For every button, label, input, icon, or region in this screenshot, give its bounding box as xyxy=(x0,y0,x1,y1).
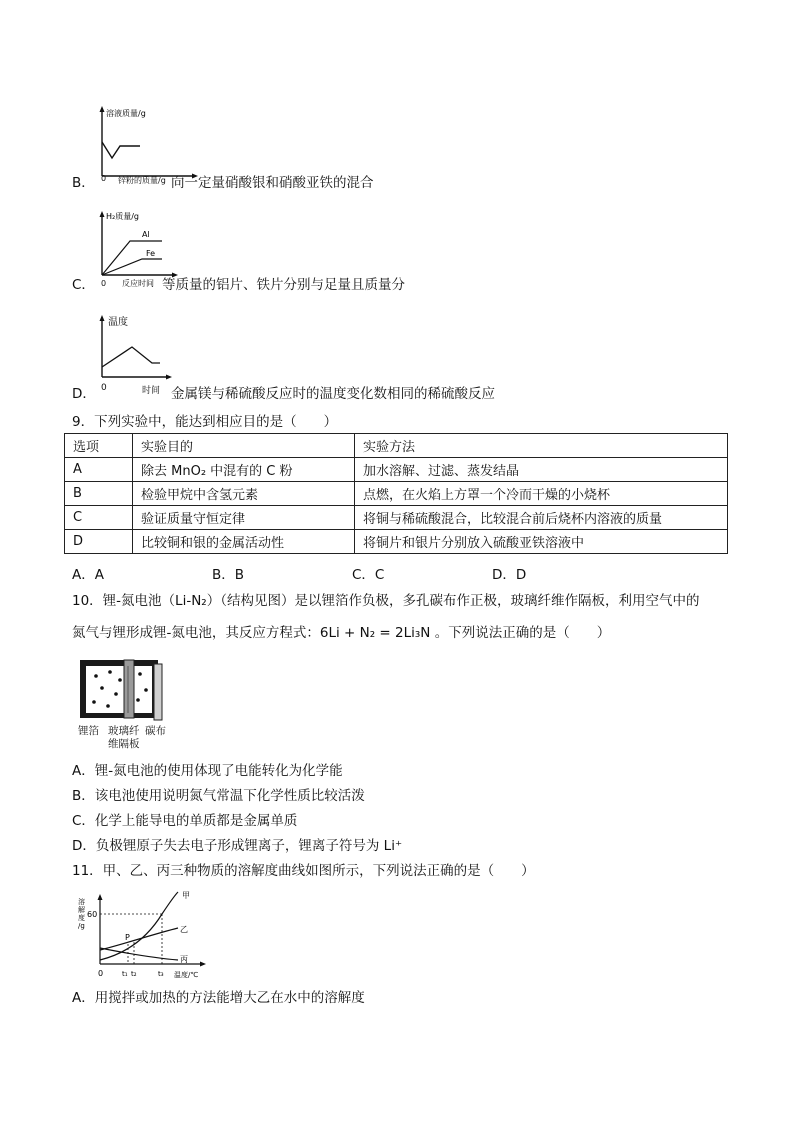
option-d-xlabel: 时间 xyxy=(142,386,161,396)
figure-label-lithium-foil: 锂箔 xyxy=(78,725,99,737)
y-axis-label-2: 解 xyxy=(78,906,85,914)
option-d-text: 金属镁与稀硫酸反应时的温度变化数相同的稀硫酸反应 xyxy=(171,386,495,402)
option-b-ylabel: 溶液质量/g xyxy=(106,109,146,118)
q10-stem-line2: 氮气与锂形成锂-氮电池，其反应方程式：6Li + N₂ = 2Li₃N 。下列说法正确的是（ ） xyxy=(72,625,611,641)
x-tick-t3: t₃ xyxy=(158,970,164,978)
option-d-marker: D． xyxy=(72,386,96,402)
figure-label-glass-fiber-2: 维隔板 xyxy=(108,738,140,750)
y-axis-label-1: 溶 xyxy=(78,898,85,906)
option-b-marker: B． xyxy=(72,175,95,191)
table-cell: 比较铜和银的金属活动性 xyxy=(133,530,355,554)
q11-option-a: A．用搅拌或加热的方法能增大乙在水中的溶解度 xyxy=(72,990,365,1006)
table-row xyxy=(65,458,728,482)
table-cell: B xyxy=(65,482,133,506)
q9-stem: 9．下列实验中，能达到相应目的是（ ） xyxy=(72,414,338,430)
table-cell: 加水溶解、过滤、蒸发结晶 xyxy=(355,458,728,482)
table-row xyxy=(65,482,728,506)
table-header-cell: 实验方法 xyxy=(355,434,728,458)
q10-stem-line1: 10．锂-氮电池（Li-N₂）（结构见图）是以锂箔作负极，多孔碳布作正极，玻璃纤维作隔板，利用空气中的 xyxy=(72,593,700,609)
q10-option-a: A．锂-氮电池的使用体现了电能转化为化学能 xyxy=(72,763,343,779)
x-tick-t2: t₂ xyxy=(131,970,137,978)
y-axis-label-4: /g xyxy=(78,922,85,930)
option-d-ylabel: 温度 xyxy=(108,317,128,328)
table-header-cell: 选项 xyxy=(65,434,133,458)
point-p-label: P xyxy=(125,933,130,942)
table-cell: 检验甲烷中含氢元素 xyxy=(133,482,355,506)
table-header-row xyxy=(65,434,728,458)
figure-label-carbon-cloth: 碳布 xyxy=(145,725,166,737)
curve-label-bing: 丙 xyxy=(180,955,188,964)
q9-table xyxy=(64,433,728,554)
option-b-origin: 0 xyxy=(101,174,107,183)
x-tick-t1: t₁ xyxy=(122,970,128,978)
table-cell: 将铜与稀硫酸混合，比较混合前后烧杯内溶液的质量 xyxy=(355,506,728,530)
table-cell: A xyxy=(65,458,133,482)
option-c-ylabel: H₂质量/g xyxy=(106,212,139,221)
q9-choice-c: C．C xyxy=(352,567,385,583)
option-c-line-al: Al xyxy=(142,230,150,239)
option-b-text: 向一定量硝酸银和硝酸亚铁的混合 xyxy=(171,175,374,191)
table-cell: 除去 MnO₂ 中混有的 C 粉 xyxy=(133,458,355,482)
table-cell: 将铜片和银片分别放入硫酸亚铁溶液中 xyxy=(355,530,728,554)
q9-choice-d: D．D xyxy=(492,567,527,583)
table-cell: 点燃，在火焰上方罩一个冷而干燥的小烧杯 xyxy=(355,482,728,506)
option-c xyxy=(70,207,470,297)
option-d xyxy=(70,311,530,403)
q10-option-c: C．化学上能导电的单质都是金属单质 xyxy=(72,813,298,829)
axis-origin: 0 xyxy=(98,969,104,978)
solubility-curve-figure xyxy=(74,890,224,990)
curve-label-yi: 乙 xyxy=(180,925,188,934)
table-row xyxy=(65,530,728,554)
option-c-marker: C． xyxy=(72,277,95,293)
option-b xyxy=(70,104,470,192)
y-tick-60: 60 xyxy=(87,910,98,919)
q9-choice-b: B．B xyxy=(212,567,245,583)
table-row xyxy=(65,506,728,530)
table-header-cell: 实验目的 xyxy=(133,434,355,458)
q9-choice-a: A．A xyxy=(72,567,104,583)
q10-option-d: D．负极锂原子失去电子形成锂离子，锂离子符号为 Li⁺ xyxy=(72,838,403,854)
figure-label-glass-fiber-1: 玻璃纤 xyxy=(108,725,140,737)
q11-stem: 11．甲、乙、丙三种物质的溶解度曲线如图所示，下列说法正确的是（ ） xyxy=(72,863,535,879)
option-c-xlabel: 反应时间 xyxy=(122,279,154,288)
option-b-xlabel: 锌粉的质量/g xyxy=(118,176,166,185)
table-cell: D xyxy=(65,530,133,554)
option-c-origin: 0 xyxy=(101,279,107,288)
option-c-line-fe: Fe xyxy=(146,249,156,258)
battery-structure-figure xyxy=(76,656,176,722)
curve-label-jia: 甲 xyxy=(182,891,190,900)
x-axis-label: 温度/℃ xyxy=(174,971,199,979)
option-c-text: 等质量的铝片、铁片分别与足量且质量分 xyxy=(162,277,405,293)
q10-option-b: B．该电池使用说明氮气常温下化学性质比较活泼 xyxy=(72,788,365,804)
table-cell: 验证质量守恒定律 xyxy=(133,506,355,530)
y-axis-label-3: 度 xyxy=(78,914,85,922)
table-cell: C xyxy=(65,506,133,530)
option-d-origin: 0 xyxy=(101,383,107,393)
